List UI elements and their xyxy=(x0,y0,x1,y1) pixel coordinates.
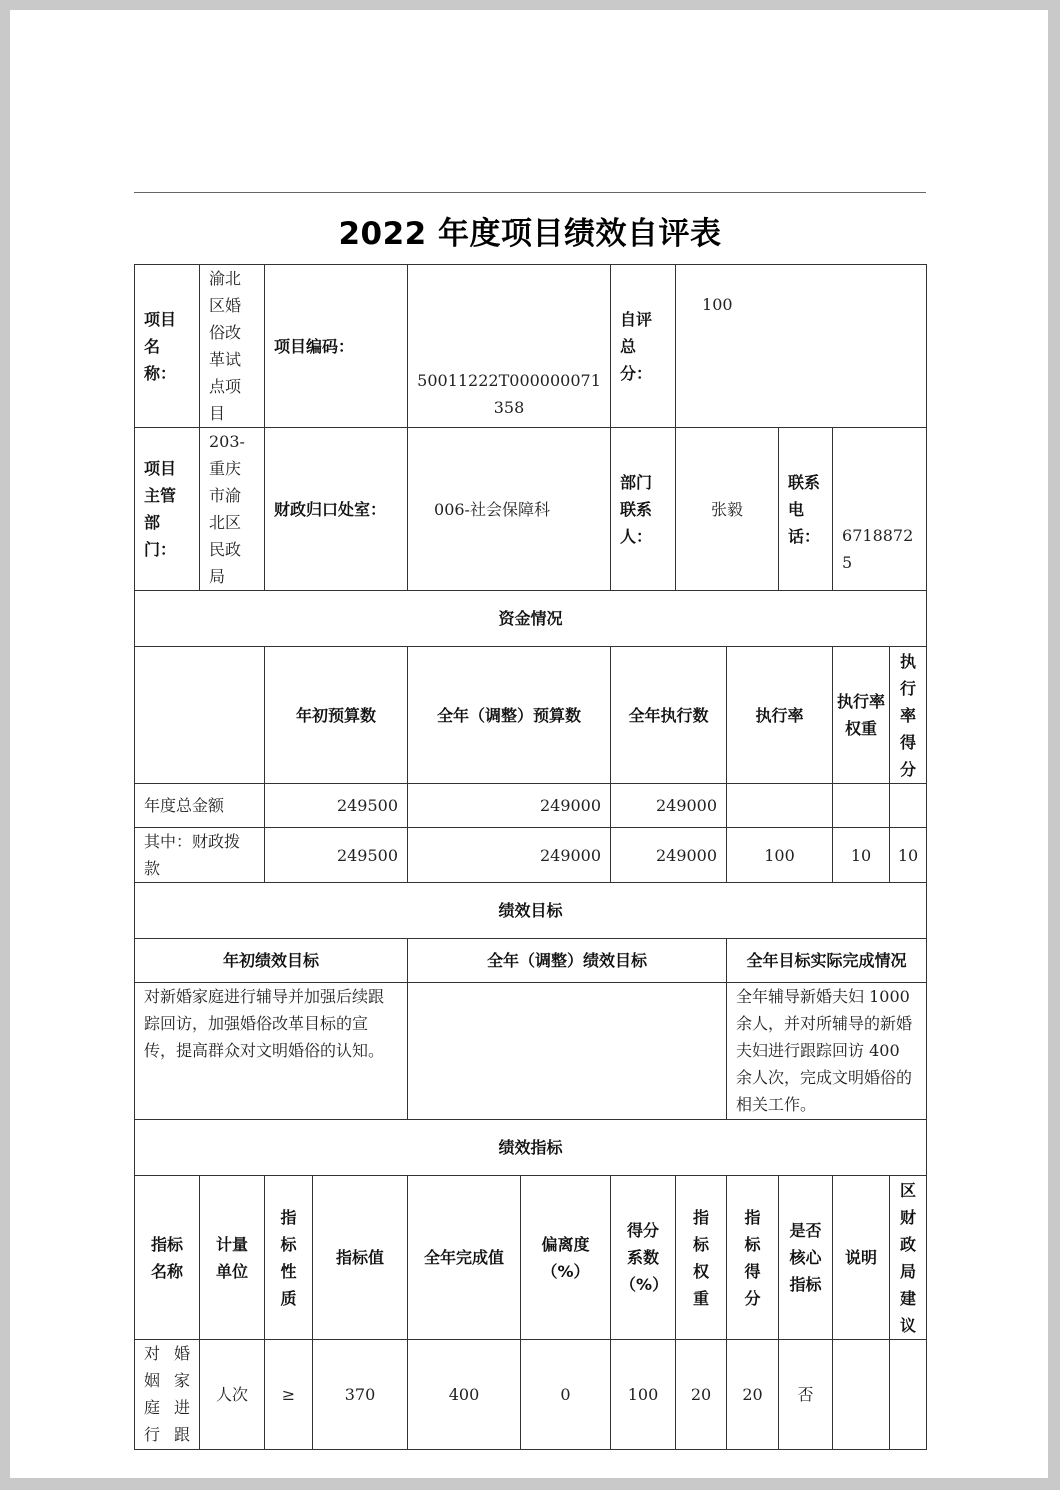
ind-row-completed: 400 xyxy=(408,1340,521,1450)
ind-row-core: 否 xyxy=(779,1340,833,1450)
ind-row-suggestion xyxy=(890,1340,927,1450)
contact-label: 部门联系人： xyxy=(611,428,676,591)
ind-header-target: 指标值 xyxy=(313,1176,408,1340)
phone-value: 67188725 xyxy=(833,428,927,591)
indicators-section-title: 绩效指标 xyxy=(135,1120,927,1176)
goals-header-initial: 年初绩效目标 xyxy=(135,939,408,983)
funds-header-initial-budget: 年初预算数 xyxy=(265,647,408,784)
goals-initial-text: 对新婚家庭进行辅导并加强后续跟踪回访，加强婚俗改革目标的宣传，提高群众对文明婚俗的认知。 xyxy=(135,983,408,1120)
funds-section-title: 资金情况 xyxy=(135,591,927,647)
header-rule xyxy=(134,192,926,193)
ind-row-coefficient: 100 xyxy=(611,1340,676,1450)
project-code-value: 50011222T000000071358 xyxy=(408,265,611,428)
ind-header-completed: 全年完成值 xyxy=(408,1176,521,1340)
goals-header-adjusted: 全年（调整）绩效目标 xyxy=(408,939,727,983)
funds-row-rate-score xyxy=(890,784,927,828)
funds-row-executed: 249000 xyxy=(611,784,727,828)
contact-value: 张毅 xyxy=(676,428,779,591)
ind-row-nature: ≥ xyxy=(265,1340,313,1450)
goals-adjusted-text xyxy=(408,983,727,1120)
funds-row-initial-budget: 249500 xyxy=(265,828,408,883)
phone-label: 联系电话： xyxy=(779,428,833,591)
office-value: 006-社会保障科 xyxy=(408,428,611,591)
ind-row-deviation: 0 xyxy=(521,1340,611,1450)
ind-header-core: 是否核心指标 xyxy=(779,1176,833,1340)
office-label: 财政归口处室： xyxy=(265,428,408,591)
funds-row-adjusted-budget: 249000 xyxy=(408,784,611,828)
evaluation-table xyxy=(134,264,927,1450)
funds-row-rate: 100 xyxy=(727,828,833,883)
funds-row-rate-score: 10 xyxy=(890,828,927,883)
goals-header-actual: 全年目标实际完成情况 xyxy=(727,939,927,983)
ind-row-target: 370 xyxy=(313,1340,408,1450)
goals-section-title: 绩效目标 xyxy=(135,883,927,939)
ind-row-name: 对婚姻家庭进行跟 xyxy=(135,1340,200,1450)
funds-row-label: 年度总金额 xyxy=(135,784,265,828)
funds-row-rate-weight: 10 xyxy=(833,828,890,883)
ind-row-score: 20 xyxy=(727,1340,779,1450)
funds-row-rate-weight xyxy=(833,784,890,828)
ind-header-note: 说明 xyxy=(833,1176,890,1340)
ind-header-unit: 计量单位 xyxy=(200,1176,265,1340)
ind-header-score: 指标得分 xyxy=(727,1176,779,1340)
self-score-value: 100 xyxy=(676,265,927,428)
dept-value: 203-重庆市渝北区民政局 xyxy=(200,428,265,591)
project-name-label: 项目名称： xyxy=(135,265,200,428)
goals-actual-text: 全年辅导新婚夫妇 1000 余人，并对所辅导的新婚夫妇进行跟踪回访 400 余人次，完成文明婚俗的相关工作。 xyxy=(727,983,927,1120)
funds-header-executed: 全年执行数 xyxy=(611,647,727,784)
funds-header-adjusted-budget: 全年（调整）预算数 xyxy=(408,647,611,784)
funds-header-blank xyxy=(135,647,265,784)
funds-row-initial-budget: 249500 xyxy=(265,784,408,828)
funds-header-rate: 执行率 xyxy=(727,647,833,784)
document-page xyxy=(10,10,1048,1478)
ind-header-nature: 指标性质 xyxy=(265,1176,313,1340)
ind-header-deviation: 偏离度（%） xyxy=(521,1176,611,1340)
ind-header-name: 指标名称 xyxy=(135,1176,200,1340)
ind-row-weight: 20 xyxy=(676,1340,727,1450)
ind-header-suggestion: 区财政局建议 xyxy=(890,1176,927,1340)
funds-row-executed: 249000 xyxy=(611,828,727,883)
project-name-value: 渝北区婚俗改革试点项目 xyxy=(200,265,265,428)
dept-label: 项目主管部门： xyxy=(135,428,200,591)
funds-row-adjusted-budget: 249000 xyxy=(408,828,611,883)
project-code-label: 项目编码： xyxy=(265,265,408,428)
ind-header-weight: 指标权重 xyxy=(676,1176,727,1340)
funds-header-rate-score: 执行率得分 xyxy=(890,647,927,784)
ind-row-unit: 人次 xyxy=(200,1340,265,1450)
self-score-label: 自评总分： xyxy=(611,265,676,428)
ind-header-coefficient: 得分系数（%） xyxy=(611,1176,676,1340)
document-title: 2022 年度项目绩效自评表 xyxy=(338,216,722,252)
funds-row-rate xyxy=(727,784,833,828)
ind-row-note xyxy=(833,1340,890,1450)
funds-row-label: 其中：财政拨款 xyxy=(135,828,265,883)
funds-header-rate-weight: 执行率权重 xyxy=(833,647,890,784)
